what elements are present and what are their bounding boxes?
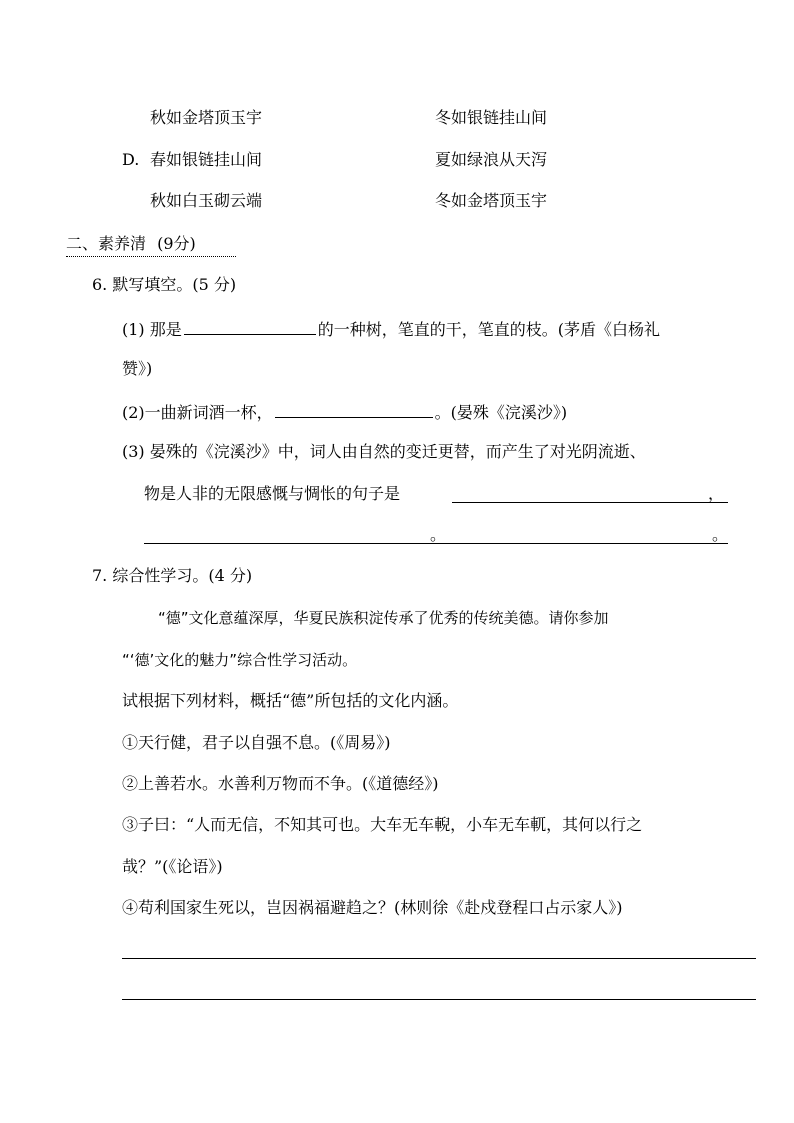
- q7-material-2: ②上善若水。水善利万物而不争。(《道德经》): [122, 774, 439, 793]
- q6-sub3-blank-1[interactable]: [452, 502, 728, 503]
- option-d-row2-right: 冬如金塔顶玉宇: [435, 191, 548, 210]
- q7-title: 7. 综合性学习。(4 分): [92, 566, 253, 585]
- q6-sub2: [122, 401, 567, 423]
- option-d-row2-left: 秋如白玉砌云端: [150, 191, 263, 210]
- option-d-row1-right: 夏如绿浪从天泻: [435, 150, 548, 169]
- q6-sub3-comma: ，: [708, 484, 725, 503]
- q7-material-3b: 哉？”(《论语》): [122, 857, 223, 876]
- q7-intro-line2: “‘德’文化的魅力”综合性学习活动。: [122, 651, 358, 669]
- q6-sub3-period-1: 。: [430, 525, 447, 544]
- q7-answer-line-2[interactable]: [122, 999, 756, 1000]
- q6-sub3-period-2: 。: [712, 525, 729, 544]
- option-d-row1-left: 春如银链挂山间: [150, 150, 263, 169]
- section-title: 二、素养清: [66, 234, 147, 253]
- section-heading: [66, 234, 196, 254]
- q6-sub3-line1: (3) 晏殊的《浣溪沙》中，词人由自然的变迁更替，而产生了对光阴流逝、: [122, 442, 646, 461]
- q7-material-3a: ③子曰：“人而无信，不知其可也。大车无车輗，小车无车軏，其何以行之: [122, 815, 643, 834]
- q7-intro-line1: “德”文化意蕴深厚，华夏民族积淀传承了优秀的传统美德。请你参加: [158, 609, 609, 627]
- q6-sub2-suffix: 。(晏殊《浣溪沙》): [434, 403, 568, 422]
- q6-sub1: [122, 318, 660, 340]
- q6-sub1-blank[interactable]: [184, 318, 316, 335]
- q7-instruction: 试根据下列材料，概括“德”所包括的文化内涵。: [122, 691, 459, 710]
- option-d-label: D.: [122, 150, 140, 169]
- q6-sub1-cont: 赞》): [122, 359, 153, 378]
- q6-title: 6. 默写填空。(5 分): [92, 275, 237, 294]
- q6-sub1-suffix: 的一种树，笔直的干，笔直的枝。(茅盾《白杨礼: [317, 320, 661, 339]
- q7-material-1: ①天行健，君子以自强不息。(《周易》): [122, 733, 391, 752]
- q7-answer-line-1[interactable]: [122, 958, 756, 959]
- q6-sub2-blank[interactable]: [275, 401, 433, 418]
- q6-sub2-prefix: (2)一曲新词酒一杯，: [122, 403, 273, 422]
- option-c-row3-right: 冬如银链挂山间: [435, 108, 548, 127]
- option-c-row3-left: 秋如金塔顶玉宇: [150, 108, 263, 127]
- section-points: (9分): [157, 234, 196, 253]
- section-underline: [66, 256, 236, 257]
- q6-sub3-line2: 物是人非的无限感慨与惆怅的句子是: [144, 484, 401, 503]
- q7-material-4: ④苟利国家生死以，岂因祸福避趋之？(林则徐《赴戍登程口占示家人》): [122, 898, 623, 917]
- q6-sub1-prefix: (1) 那是: [122, 320, 182, 339]
